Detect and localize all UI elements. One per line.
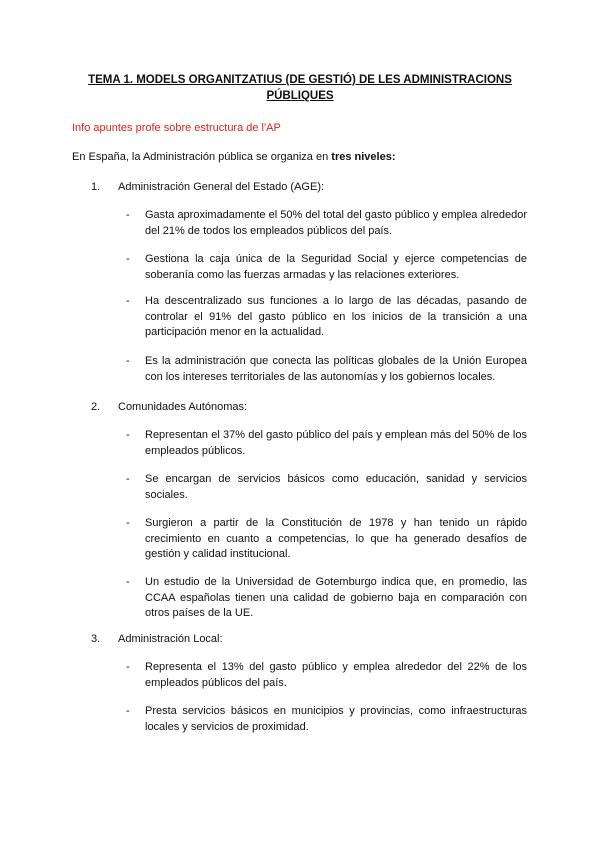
level-label: Administración Local:: [118, 633, 223, 645]
dash-bullet: -: [126, 473, 130, 485]
level-3-heading: [91, 632, 223, 646]
list-item-text: Presta servicios básicos en municipios y provincias, como infraestructuras locales y servicios de proximidad.: [145, 705, 527, 733]
list-item: [126, 252, 527, 283]
list-item-text: Representa el 13% del gasto público y emplea alrededor del 22% de los empleados públicos del país.: [145, 661, 527, 689]
list-item-text: Representan el 37% del gasto público del país y emplean más del 50% de los empleados públicos.: [145, 429, 527, 457]
red-note: Info apuntes profe sobre estructura de l'AP: [72, 122, 281, 134]
level-label: Comunidades Autónomas:: [118, 401, 248, 413]
intro-text: En España, la Administración pública se organiza en: [72, 151, 332, 163]
level-number: 1.: [91, 181, 101, 193]
dash-bullet: -: [126, 253, 130, 265]
dash-bullet: -: [126, 661, 130, 673]
dash-bullet: -: [126, 705, 130, 717]
list-item-text: Gasta aproximadamente el 50% del total del gasto público y emplea alrededor del 21% de todos los empleados públicos del país.: [145, 209, 527, 237]
intro-paragraph: [72, 150, 395, 164]
list-item: [126, 472, 527, 503]
dash-bullet: -: [126, 355, 130, 367]
list-item-text: Un estudio de la Universidad de Gotemburgo indica que, en promedio, las CCAA españolas tienen una calidad de gobierno baja en comparación con otros países de la UE.: [145, 576, 527, 619]
list-item-text: Es la administración que conecta las políticas globales de la Unión Europea con los intereses territoriales de las autonomías y los gobiernos locales.: [145, 355, 527, 383]
list-item: [126, 516, 527, 563]
list-item: [126, 354, 527, 385]
level-number: 2.: [91, 401, 101, 413]
page-title: TEMA 1. MODELS ORGANITZATIUS (DE GESTIÓ) DE LES ADMINISTRACIONS PÚBLIQUES: [88, 74, 512, 102]
level-number: 3.: [91, 633, 101, 645]
dash-bullet: -: [126, 295, 130, 307]
dash-bullet: -: [126, 209, 130, 221]
list-item-text: Gestiona la caja única de la Seguridad Social y ejerce competencias de soberanía como las fuerzas armadas y las relaciones exteriores.: [145, 253, 527, 281]
dash-bullet: -: [126, 429, 130, 441]
list-item-text: Ha descentralizado sus funciones a lo largo de las décadas, pasando de controlar el 91% del gasto público en los inicios de la transición a una participación menor en la actualidad.: [145, 295, 527, 338]
list-item-text: Surgieron a partir de la Constitución de 1978 y han tenido un rápido crecimiento en cuanto a competencias, lo que ha generado desafíos de gestión y calidad institucional.: [145, 517, 527, 560]
list-item: [126, 660, 527, 691]
list-item-text: Se encargan de servicios básicos como educación, sanidad y servicios sociales.: [145, 473, 527, 501]
level-1-heading: [91, 180, 325, 194]
list-item: [126, 704, 527, 735]
dash-bullet: -: [126, 517, 130, 529]
list-item: [126, 428, 527, 459]
list-item: [126, 294, 527, 341]
list-item: [126, 208, 527, 239]
list-item: [126, 575, 527, 622]
level-label: Administración General del Estado (AGE):: [118, 181, 325, 193]
dash-bullet: -: [126, 576, 130, 588]
intro-bold: tres niveles:: [331, 151, 396, 163]
level-2-heading: [91, 400, 248, 414]
